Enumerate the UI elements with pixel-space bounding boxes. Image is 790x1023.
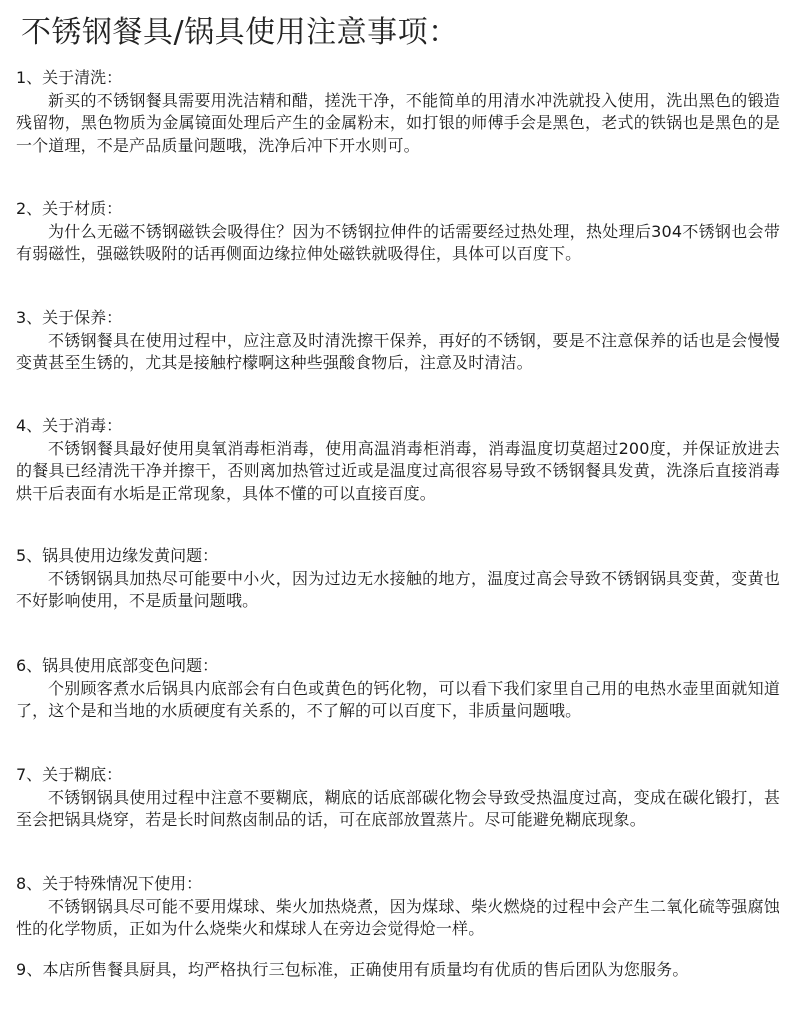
section-body: 不锈钢锅具尽可能不要用煤球、柴火加热烧煮，因为煤球、柴火燃烧的过程中会产生二氧化硫等强腐蚀性的化学物质，正如为什么烧柴火和煤球人在旁边会觉得炝一样。: [16, 896, 780, 938]
section-body: 9、本店所售餐具厨具，均严格执行三包标准，正确使用有质量均有优质的售后团队为您服务。: [16, 960, 689, 979]
section-body: 不锈钢锅具加热尽可能要中小火，因为过边无水接触的地方，温度过高会导致不锈钢锅具变黄，变黄也不好影响使用，不是质量问题哦。: [16, 568, 780, 610]
section-heading: 7、关于糊底：: [16, 765, 123, 784]
section-heading: 4、关于消毒：: [16, 416, 123, 435]
section-body: 不锈钢餐具最好使用臭氧消毒柜消毒，使用高温消毒柜消毒，消毒温度切莫超过200度，并保证放进去的餐具已经清洗干净并擦干，否则离加热管过近或是温度过高很容易导致不锈钢餐具发黄，洗涤后直接消毒烘干后表面有水垢是正常现象，具体不懂的可以直接百度。: [16, 438, 780, 503]
section-disinfection: [16, 415, 780, 505]
section-burnt-bottom: [16, 764, 780, 832]
section-heading: 2、关于材质：: [16, 199, 123, 218]
section-special-use: [16, 873, 780, 941]
section-body: 个别顾客煮水后锅具内底部会有白色或黄色的钙化物，可以看下我们家里自己用的电热水壶里面就知道了，这个是和当地的水质硬度有关系的，不了解的可以百度下，非质量问题哦。: [16, 678, 780, 720]
section-heading: 3、关于保养：: [16, 308, 123, 327]
section-body: 不锈钢餐具在使用过程中，应注意及时清洗擦干保养，再好的不锈钢，要是不注意保养的话也是会慢慢变黄甚至生锈的，尤其是接触柠檬啊这种些强酸食物后，注意及时清洁。: [16, 330, 780, 372]
section-body: 为什么无磁不锈钢磁铁会吸得住？因为不锈钢拉伸件的话需要经过热处理，热处理后304不锈钢也会带有弱磁性，强磁铁吸附的话再侧面边缘拉伸处磁铁就吸得住，具体可以百度下。: [16, 221, 780, 263]
section-material: [16, 198, 780, 266]
section-warranty: [16, 959, 780, 982]
section-body: 不锈钢锅具使用过程中注意不要糊底，糊底的话底部碳化物会导致受热温度过高，变成在碳化锻打，甚至会把锅具烧穿，若是长时间熬卤制品的话，可在底部放置蒸片。尽可能避免糊底现象。: [16, 787, 780, 829]
section-maintenance: [16, 307, 780, 375]
section-heading: 5、锅具使用边缘发黄问题：: [16, 546, 219, 565]
section-edge-yellowing: [16, 545, 780, 613]
section-heading: 6、锅具使用底部变色问题：: [16, 656, 219, 675]
section-bottom-discoloration: [16, 655, 780, 723]
page-title: 不锈钢餐具/锅具使用注意事项：: [21, 15, 459, 50]
section-cleaning: [16, 67, 780, 157]
section-body: 新买的不锈钢餐具需要用洗洁精和醋，搓洗干净，不能简单的用清水冲洗就投入使用，洗出黑色的锻造残留物，黑色物质为金属镜面处理后产生的金属粉末，如打银的师傅手会是黑色，老式的铁锅也是黑色的是一个道理，不是产品质量问题哦，洗净后冲下开水则可。: [16, 90, 780, 155]
section-heading: 8、关于特殊情况下使用：: [16, 874, 203, 893]
section-heading: 1、关于清洗：: [16, 68, 123, 87]
